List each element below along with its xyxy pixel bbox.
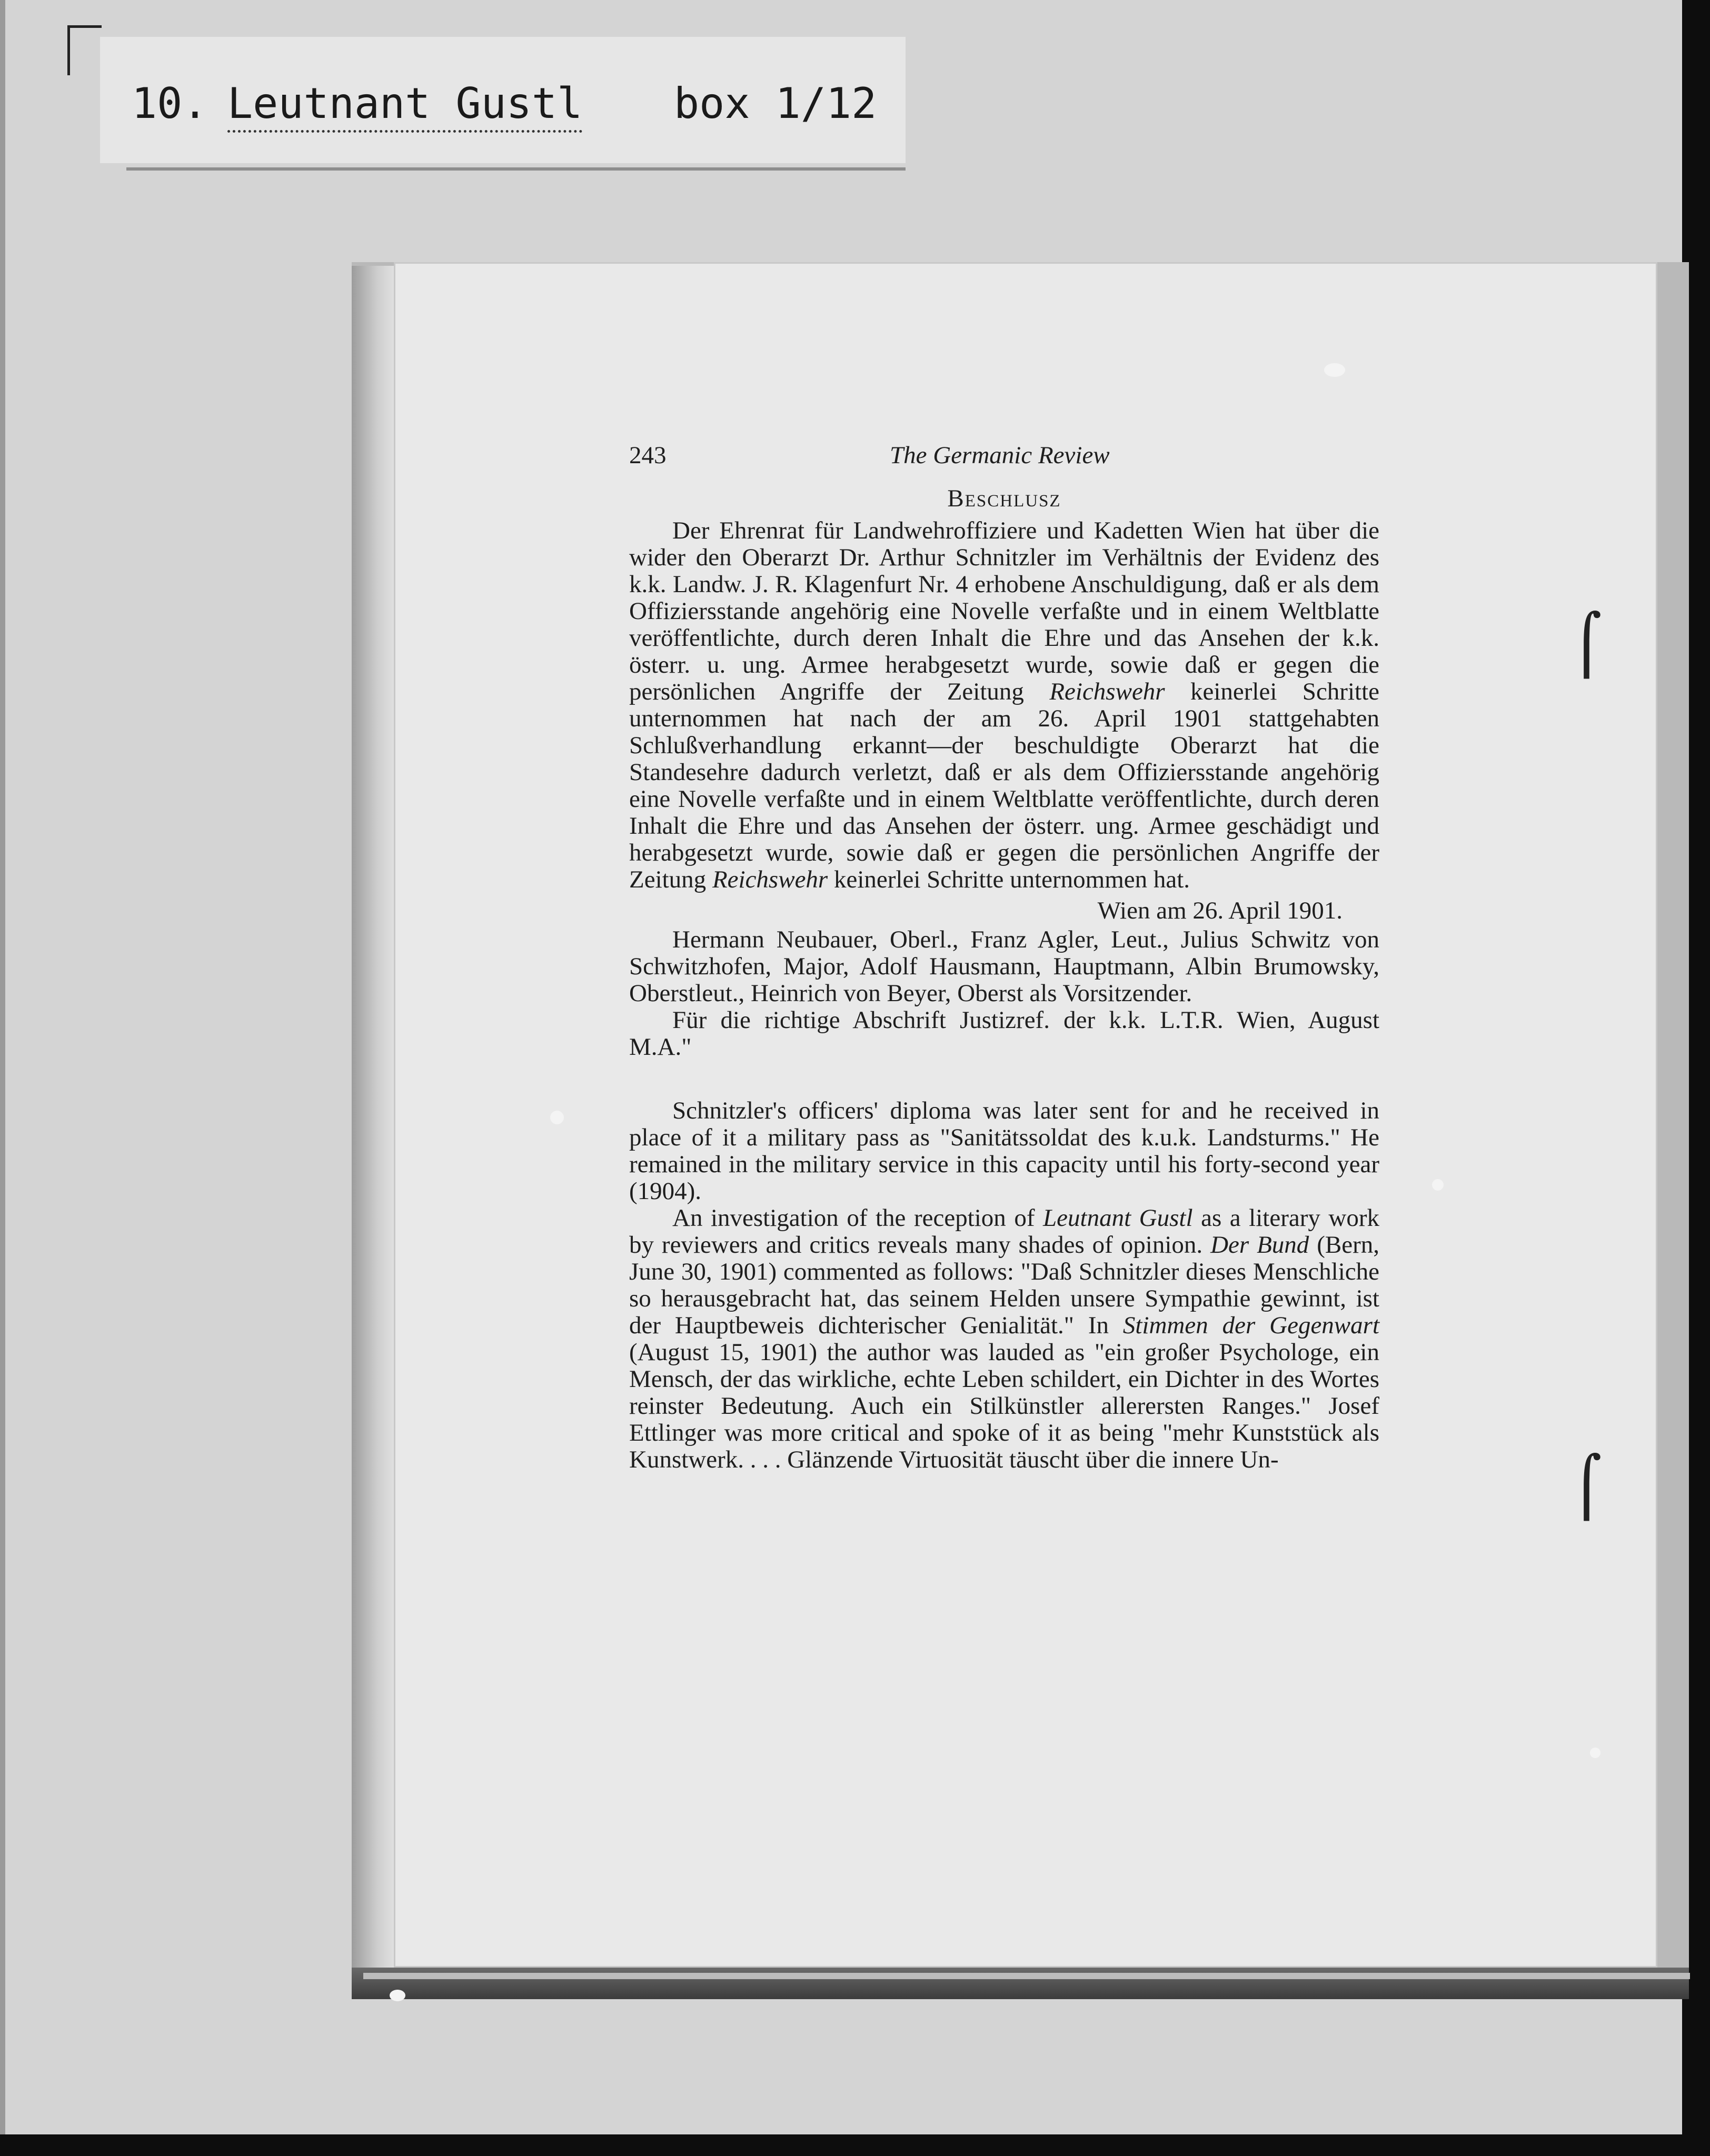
page-bottom-edge-highlight (363, 1973, 1690, 1979)
label-number: 10. (132, 79, 208, 128)
newspaper-title: Reichswehr (1049, 678, 1165, 705)
label-box: box 1/12 (674, 79, 877, 128)
journal-name: Stimmen der Gegenwart (1122, 1312, 1379, 1339)
running-header (629, 442, 1379, 479)
page-text-column (629, 442, 1379, 1473)
newspaper-title: Der Bund (1210, 1231, 1309, 1259)
dust-speck (550, 1111, 564, 1124)
paragraph-beschluss: Der Ehrenrat für Landwehroffiziere und Kadetten Wien hat über die wider den Oberarzt Dr. Arthur Schnitzler im Verhältnis der Evidenz des k.k. Landw. J. R. Klagenfurt Nr. 4 erhobene Anschuldigung, daß er als dem Offiziersstande angehörig eine Novelle verfaßte und in einem Weltblatte veröffentlichte, durch deren Inhalt die Ehre und das Ansehen der k.k. österr. u. ung. Armee herabgesetzt wurde, sowie daß er gegen die persönlichen Angriffe der Zeitung Reichswehr keinerlei Schritte unternommen hat nach der am 26. April 1901 stattgehabten Schlußverhandlung erkannt—der beschuldigte Oberarzt hat die Standesehre dadurch verletzt, daß er als dem Offiziersstande angehörig eine Novelle verfaßte und in einem Weltblatte veröffentlichte, durch deren Inhalt die Ehre und das Ansehen der österr. ung. Armee geschädigt und herabgesetzt wurde, sowie daß er gegen die persönlichen Angriffe der Zeitung Reichswehr keinerlei Schritte unternommen hat. (629, 517, 1379, 893)
journal-title: The Germanic Review (890, 442, 1110, 469)
newspaper-title: Reichswehr (712, 866, 828, 893)
dust-speck (1432, 1179, 1444, 1191)
paragraph-signatories: Hermann Neubauer, Oberl., Franz Agler, Leut., Julius Schwitz von Schwitzhofen, Major, Adolf Hausmann, Hauptmann, Albin Brumowsky, Oberstleut., Heinrich von Beyer, Oberst als Vorsitzender. (629, 926, 1379, 1007)
page-left-edge (352, 266, 394, 1992)
paragraph-reception: An investigation of the reception of Leutnant Gustl as a literary work by reviewers and critics reveals many shades of opinion. Der Bund (Bern, June 30, 1901) commented as follows: "Daß Schnitzler dieses Menschliche so herausgebracht hat, das seinem Helden unsere Sympathie gewinnt, ist der Hauptbeweis dichterischer Genialität." In Stimmen der Gegenwart (August 15, 1901) the author was lauded as "ein großer Psychologe, ein Mensch, der das wirkliche, echte Leben schildert, ein Dichter in des Wortes reinster Bedeutung. Auch ein Stilkünstler allerersten Ranges." Josef Ettlinger was more critical and spoke of it as being "mehr Kunststück als Kunstwerk. . . . Glänzende Virtuosität täuscht über die innere Un- (629, 1204, 1379, 1473)
label-title: Leutnant Gustl (227, 79, 582, 133)
paragraph-diploma: Schnitzler's officers' diploma was later sent for and he received in place of it a military pass as "Sanitätssoldat des k.u.k. Landsturms." He remained in the military service in this capacity until his forty-second year (1904). (629, 1097, 1379, 1205)
page-bottom-edge (352, 1968, 1689, 1999)
dust-speck (1324, 363, 1345, 377)
section-heading: Beschlusz (947, 485, 1061, 512)
scan-left-edge (0, 0, 5, 2156)
corner-crop-mark (67, 25, 102, 75)
dust-speck (1590, 1748, 1600, 1758)
label-underline-rule (126, 167, 906, 171)
scan-dark-bottom-edge (0, 2134, 1710, 2156)
page-number: 243 (629, 442, 667, 469)
dust-speck (390, 1990, 405, 2001)
margin-bracket-mark: ⌠ (1572, 611, 1602, 678)
paragraph-gap (629, 1061, 1379, 1097)
dateline: Wien am 26. April 1901. (1097, 897, 1343, 924)
paragraph-certification: Für die richtige Abschrift Justizref. der k.k. L.T.R. Wien, August M.A." (629, 1006, 1379, 1061)
work-title: Leutnant Gustl (1043, 1204, 1193, 1232)
margin-bracket-mark: ⌠ (1572, 1453, 1602, 1520)
